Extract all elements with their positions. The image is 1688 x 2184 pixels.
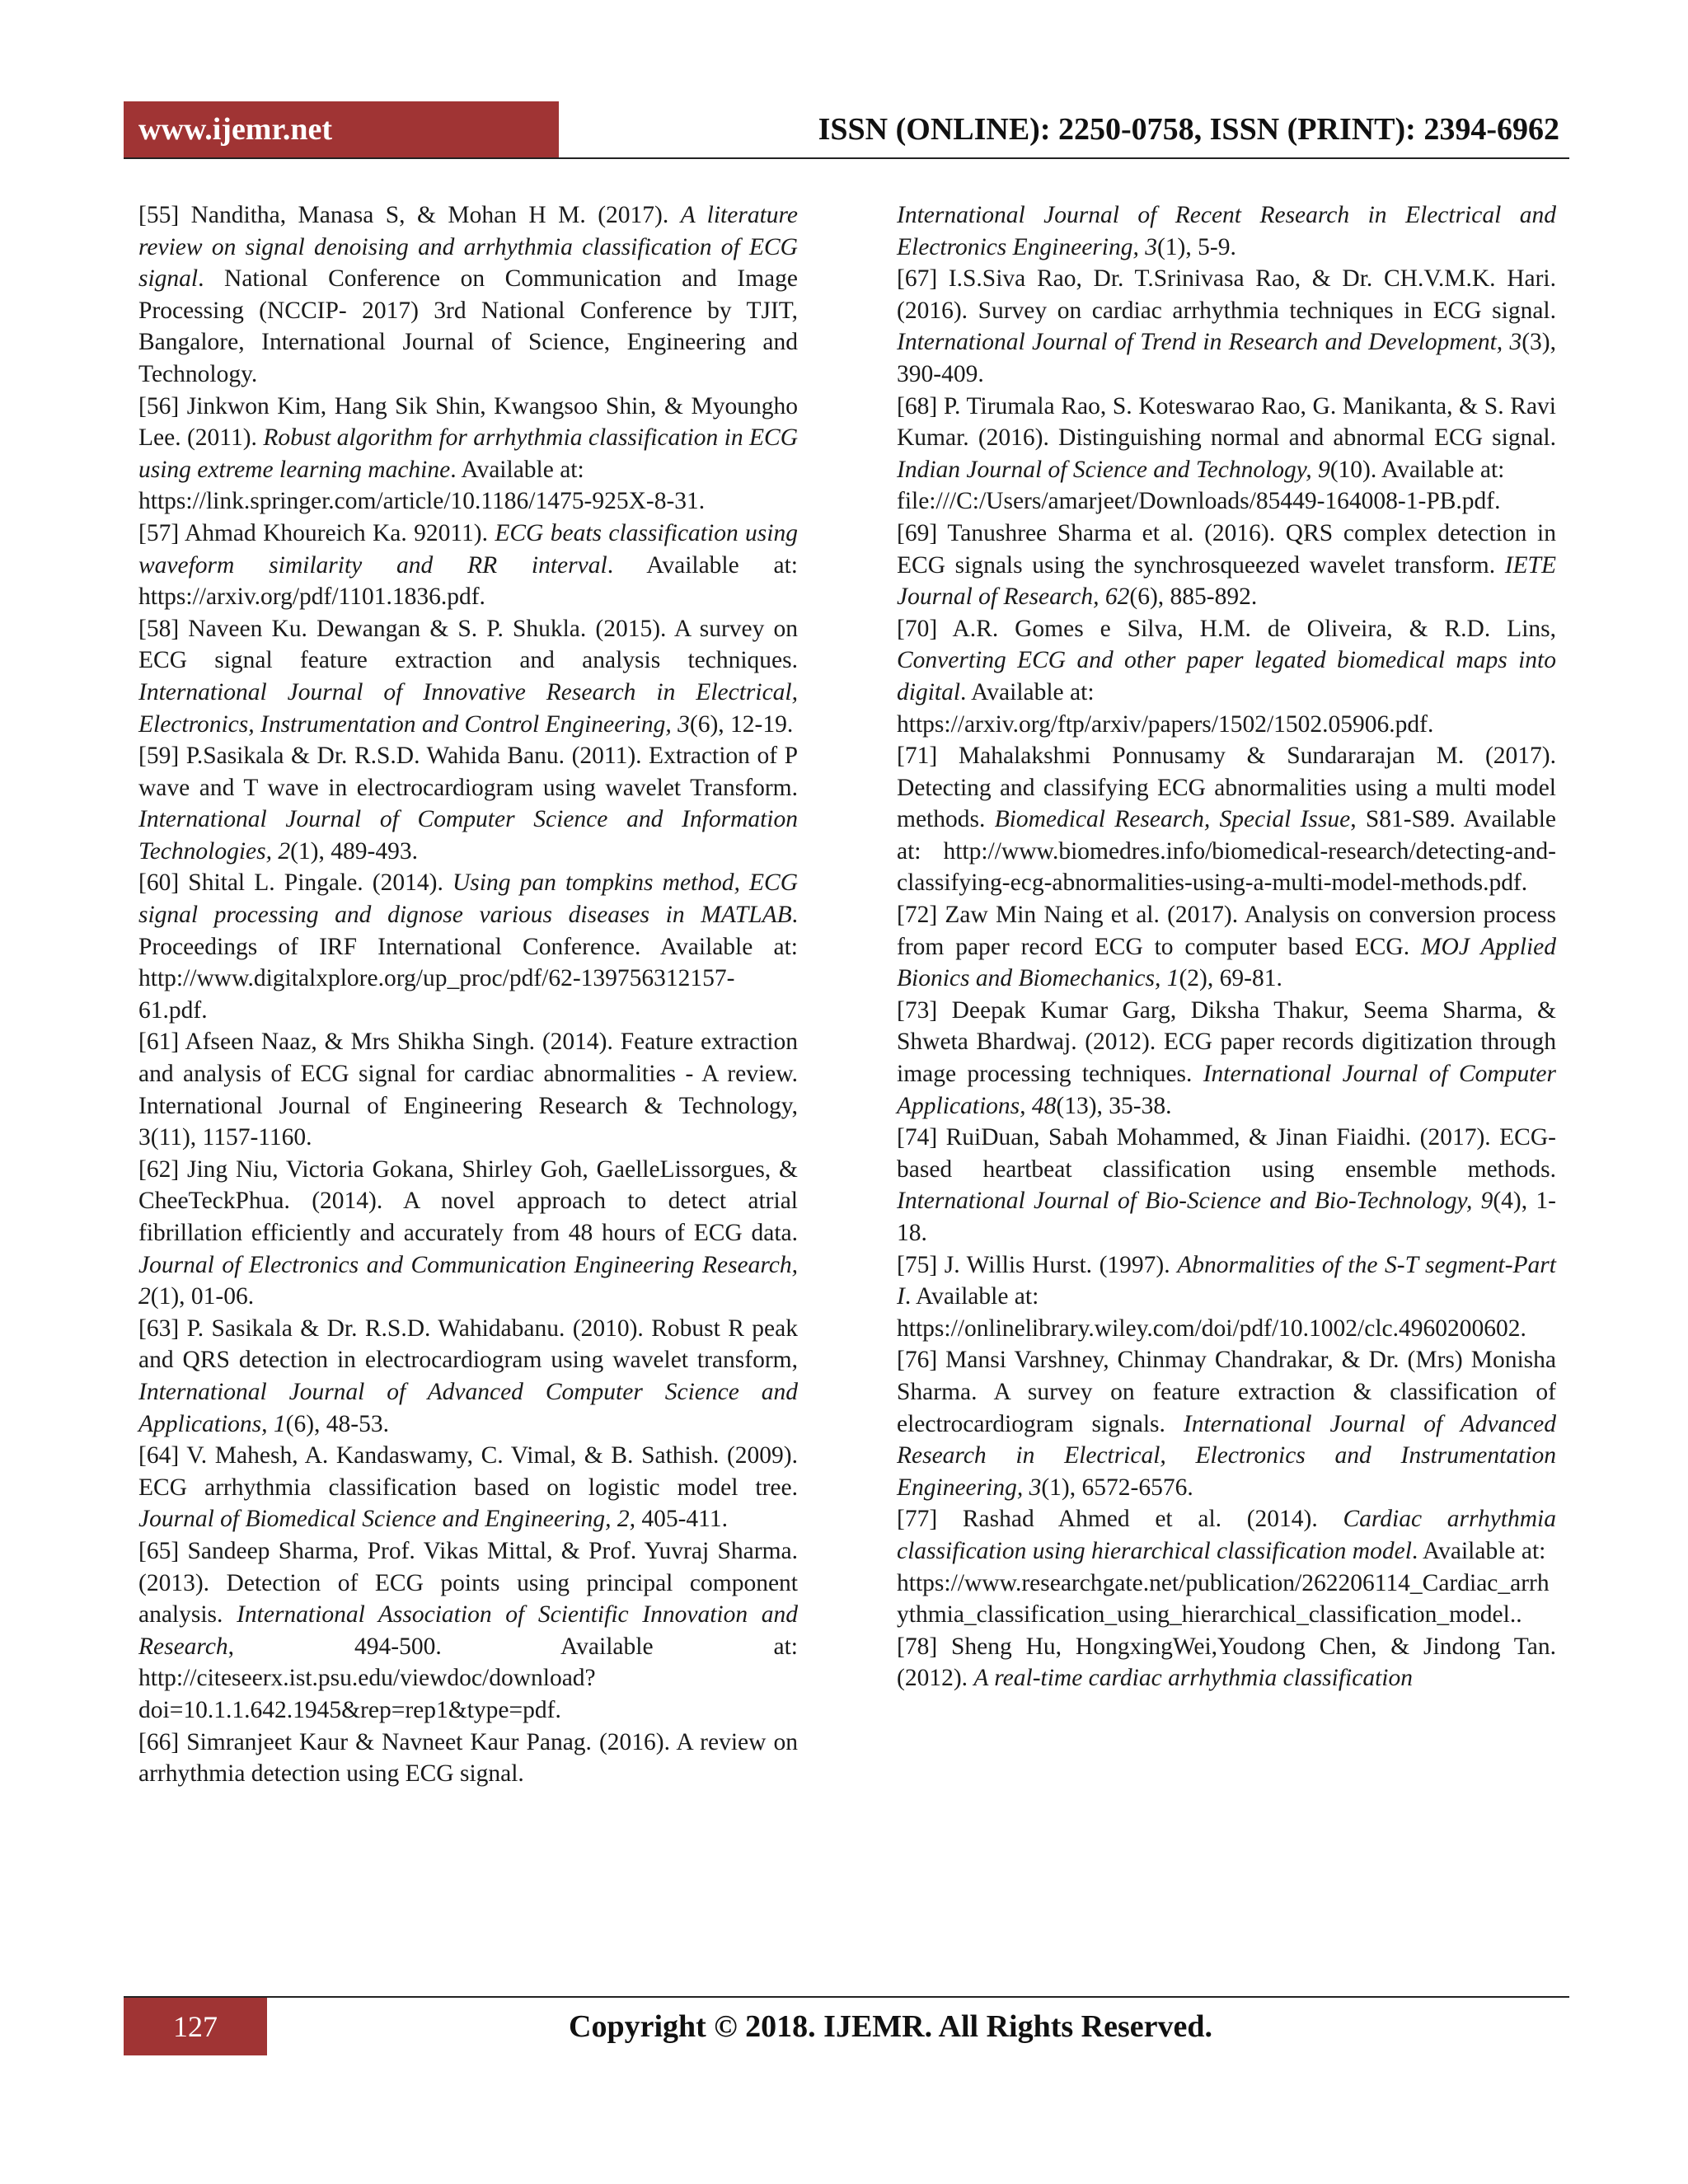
header-rule bbox=[124, 157, 1569, 159]
reference-text: [57] Ahmad Khoureich Ka. 92011). bbox=[138, 519, 495, 546]
reference-text: [78] Sheng Hu, HongxingWei,Youdong Chen, & Jindong Tan. (2012). bbox=[897, 1633, 1556, 1692]
reference-text: [70] A.R. Gomes e Silva, H.M. de Oliveira, & R.D. Lins, bbox=[897, 615, 1556, 642]
reference-text: (2), 69-81. bbox=[1179, 965, 1282, 992]
reference-entry bbox=[897, 740, 1556, 899]
reference-text: [58] Naveen Ku. Dewangan & S. P. Shukla. (2015). A survey on ECG signal feature extraction and analysis techniques. bbox=[138, 615, 798, 674]
reference-text: [69] Tanushree Sharma et al. (2016). QRS complex detection in ECG signals using the synchrosqueezed wavelet transform. bbox=[897, 519, 1556, 579]
copyright-notice: Copyright © 2018. IJEMR. All Rights Reserved. bbox=[569, 2009, 1212, 2044]
reference-title: Indian Journal of Science and Technology, 9 bbox=[897, 456, 1330, 483]
reference-text: , 494-500. Available at: http://citeseerx.ist.psu.edu/viewdoc/download?doi=10.1.1.642.1945&rep=rep1&type=pdf. bbox=[138, 1633, 798, 1723]
reference-url[interactable]: https://link.springer.com/article/10.1186/1475-925X-8-31. bbox=[138, 488, 706, 515]
reference-entry bbox=[897, 899, 1556, 995]
reference-text: [68] P. Tirumala Rao, S. Koteswarao Rao, G. Manikanta, & S. Ravi Kumar. (2016). Distinguishing normal and abnormal ECG signal. bbox=[897, 392, 1556, 452]
reference-entry bbox=[138, 740, 798, 867]
reference-entry bbox=[138, 613, 798, 740]
reference-title: International Journal of Computer Science and Information Technologies, 2 bbox=[138, 806, 798, 865]
reference-title: Journal of Biomedical Science and Engineering, 2, bbox=[138, 1506, 635, 1533]
references-left-column bbox=[138, 199, 798, 1790]
reference-title: International Journal of Advanced Research in Electrical, Electronics and Instrumentation Engineering, 3 bbox=[897, 1410, 1557, 1501]
reference-text: [56] Jinkwon Kim, Hang Sik Shin, Kwangsoo Shin, & Myoungho Lee. (2011). bbox=[138, 392, 798, 452]
reference-text: [65] Sandeep Sharma, Prof. Vikas Mittal, & Prof. Yuvraj Sharma. (2013). Detection of ECG points using principal component analysis. bbox=[138, 1537, 798, 1629]
reference-entry bbox=[897, 263, 1556, 390]
reference-text: [55] Nanditha, Manasa S, & Mohan H M. (2017). bbox=[138, 202, 681, 228]
reference-title: Using pan tompkins method, ECG signal processing and dignose various diseases in MATLAB bbox=[138, 869, 798, 929]
reference-title: International Journal of Recent Research in Electrical and Electronics Engineering, 3 bbox=[897, 202, 1556, 260]
reference-title: Biomedical Research, Special Issue bbox=[994, 806, 1351, 833]
reference-entry bbox=[897, 1503, 1556, 1567]
reference-entry bbox=[897, 1631, 1556, 1694]
reference-entry bbox=[138, 867, 798, 1026]
reference-url[interactable]: https://arxiv.org/ftp/arxiv/papers/1502/1502.05906.pdf. bbox=[897, 710, 1434, 738]
reference-entry bbox=[138, 1727, 798, 1790]
reference-title: International Journal of Bio-Science and Bio-Technology, 9 bbox=[897, 1188, 1493, 1215]
reference-title: Abnormalities of the S-T segment-Part I bbox=[897, 1251, 1556, 1310]
reference-text: (1), 5-9. bbox=[1156, 233, 1236, 260]
reference-title: IETE Journal of Research, 62 bbox=[897, 551, 1556, 611]
reference-text: (10). Available at: bbox=[1329, 456, 1505, 483]
reference-text: (6), 12-19. bbox=[689, 710, 794, 738]
issn-header: ISSN (ONLINE): 2250-0758, ISSN (PRINT): 2394-6962 bbox=[818, 112, 1559, 147]
reference-url[interactable]: https://onlinelibrary.wiley.com/doi/pdf/10.1002/clc.4960200602. bbox=[897, 1315, 1526, 1342]
reference-text: , S81-S89. Available at: http://www.biomedres.info/biomedical-research/detecting-and-classifying-ecg-abnormalities-using-a-multi-model-methods.pdf. bbox=[897, 806, 1556, 897]
reference-text: [71] Mahalakshmi Ponnusamy & Sundararajan M. (2017). Detecting and classifying ECG abnormalities using a multi model methods. bbox=[897, 743, 1556, 833]
reference-text: . Available at: bbox=[1411, 1537, 1546, 1564]
references-right-column bbox=[897, 199, 1556, 1694]
reference-text: (4), 1-18. bbox=[897, 1188, 1556, 1246]
reference-url[interactable]: https://www.researchgate.net/publication/262206114_Cardiac_arrhythmia_classification_using_hierarchical_classification_model.. bbox=[897, 1569, 1550, 1629]
reference-text: [75] J. Willis Hurst. (1997). bbox=[897, 1251, 1178, 1278]
reference-title: International Journal of Advanced Computer Science and Applications, 1 bbox=[138, 1378, 798, 1437]
reference-text: [59] P.Sasikala & Dr. R.S.D. Wahida Banu. (2011). Extraction of P wave and T wave in electrocardiogram using wavelet Transform. bbox=[138, 743, 798, 801]
footer-rule bbox=[124, 1996, 1569, 1998]
reference-entry bbox=[138, 518, 798, 613]
reference-title: A literature review on signal denoising and arrhythmia classification of ECG signal bbox=[138, 202, 798, 293]
reference-text: [66] Simranjeet Kaur & Navneet Kaur Panag. (2016). A review on arrhythmia detection using ECG signal. bbox=[138, 1728, 798, 1788]
reference-text: [77] Rashad Ahmed et al. (2014). bbox=[897, 1506, 1343, 1533]
page-number: 127 bbox=[124, 1998, 267, 2055]
reference-entry bbox=[138, 1313, 798, 1440]
reference-entry bbox=[897, 199, 1556, 263]
reference-url[interactable]: file:///C:/Users/amarjeet/Downloads/85449-164008-1-PB.pdf. bbox=[897, 488, 1501, 515]
reference-text: . Available at: bbox=[450, 456, 584, 483]
reference-text: (6), 48-53. bbox=[285, 1410, 389, 1437]
reference-text: . Available at: bbox=[904, 1283, 1039, 1310]
reference-text: . Available at: https://arxiv.org/pdf/1101.1836.pdf. bbox=[138, 551, 799, 611]
reference-title: ECG beats classification using waveform similarity and RR interval bbox=[138, 519, 798, 579]
reference-title: Robust algorithm for arrhythmia classification in ECG using extreme learning machine bbox=[138, 424, 798, 483]
reference-title: International Association of Scientific Innovation and Research bbox=[138, 1601, 799, 1660]
reference-text: [64] V. Mahesh, A. Kandaswamy, C. Vimal, & B. Sathish. (2009). ECG arrhythmia classification based on logistic model tree. bbox=[138, 1442, 798, 1501]
reference-text: 405-411. bbox=[635, 1506, 728, 1533]
reference-entry bbox=[138, 1154, 798, 1313]
reference-title: Journal of Electronics and Communication Engineering Research, 2 bbox=[138, 1251, 798, 1310]
reference-text: [60] Shital L. Pingale. (2014). bbox=[138, 869, 452, 897]
reference-text: (13), 35-38. bbox=[1056, 1092, 1172, 1119]
reference-text: [62] Jing Niu, Victoria Gokana, Shirley Goh, GaelleLissorgues, & CheeTeckPhua. (2014). A novel approach to detect atrial fibrillation efficiently and accurately from 48 hours of ECG data. bbox=[138, 1155, 798, 1246]
reference-text: (6), 885-892. bbox=[1129, 583, 1258, 611]
reference-title: A real-time cardiac arrhythmia classification bbox=[973, 1665, 1413, 1692]
reference-text: . Available at: bbox=[960, 678, 1095, 705]
reference-entry bbox=[897, 995, 1556, 1122]
reference-entry bbox=[897, 518, 1556, 613]
reference-entry bbox=[138, 199, 798, 391]
reference-text: (1), 489-493. bbox=[290, 837, 418, 865]
reference-text: [67] I.S.Siva Rao, Dr. T.Srinivasa Rao, & Dr. CH.V.M.K. Hari. (2016). Survey on cardiac arrhythmia techniques in ECG signal. bbox=[897, 265, 1556, 324]
reference-text: . Proceedings of IRF International Conference. Available at: http://www.digitalxplore.org/up_proc/pdf/62-139756312157-61.pdf. bbox=[138, 902, 798, 1024]
reference-text: [73] Deepak Kumar Garg, Diksha Thakur, Seema Sharma, & Shweta Bhardwaj. (2012). ECG paper records digitization through image processing techniques. bbox=[897, 996, 1556, 1088]
reference-title: Converting ECG and other paper legated biomedical maps into digital bbox=[897, 647, 1556, 705]
reference-text: [61] Afseen Naaz, & Mrs Shikha Singh. (2014). Feature extraction and analysis of ECG signal for cardiac abnormalities - A review. International Journal of Engineering Research & Technology, 3(11), 1157-1160. bbox=[138, 1029, 798, 1151]
reference-entry bbox=[897, 391, 1556, 486]
reference-text: . National Conference on Communication and Image Processing (NCCIP- 2017) 3rd National Conference by TJIT, Bangalore, International Journal of Science, Engineering and Technology. bbox=[138, 265, 798, 387]
reference-entry bbox=[138, 1440, 798, 1535]
reference-text: [63] P. Sasikala & Dr. R.S.D. Wahidabanu. (2010). Robust R peak and QRS detection in electrocardiogram using wavelet transform, bbox=[138, 1315, 798, 1374]
reference-title: Cardiac arrhythmia classification using hierarchical classification model bbox=[897, 1506, 1556, 1564]
reference-text: (3), 390-409. bbox=[897, 329, 1556, 387]
reference-entry bbox=[138, 391, 798, 486]
reference-title: International Journal of Innovative Research in Electrical, Electronics, Instrumentation and Control Engineering, 3 bbox=[138, 678, 798, 738]
reference-entry bbox=[138, 1535, 798, 1727]
reference-title: International Journal of Computer Applications, 48 bbox=[897, 1061, 1556, 1119]
reference-text: [74] RuiDuan, Sabah Mohammed, & Jinan Fiaidhi. (2017). ECG-based heartbeat classification using ensemble methods. bbox=[897, 1124, 1556, 1183]
reference-text: [76] Mansi Varshney, Chinmay Chandrakar, & Dr. (Mrs) Monisha Sharma. A survey on feature extraction & classification of electrocardiogram signals. bbox=[897, 1347, 1556, 1437]
reference-entry bbox=[897, 1344, 1556, 1503]
reference-entry bbox=[897, 613, 1556, 709]
reference-entry bbox=[897, 1122, 1556, 1249]
reference-title: International Journal of Trend in Research and Development, 3 bbox=[897, 329, 1522, 356]
reference-text: (1), 6572-6576. bbox=[1041, 1474, 1193, 1501]
reference-entry bbox=[897, 1249, 1556, 1313]
reference-text: (1), 01-06. bbox=[150, 1283, 255, 1310]
reference-title: MOJ Applied Bionics and Biomechanics, 1 bbox=[897, 933, 1556, 992]
reference-entry bbox=[138, 1026, 798, 1153]
reference-text: [72] Zaw Min Naing et al. (2017). Analysis on conversion process from paper record ECG to computer based ECG. bbox=[897, 902, 1556, 960]
journal-website[interactable]: www.ijemr.net bbox=[124, 101, 559, 157]
